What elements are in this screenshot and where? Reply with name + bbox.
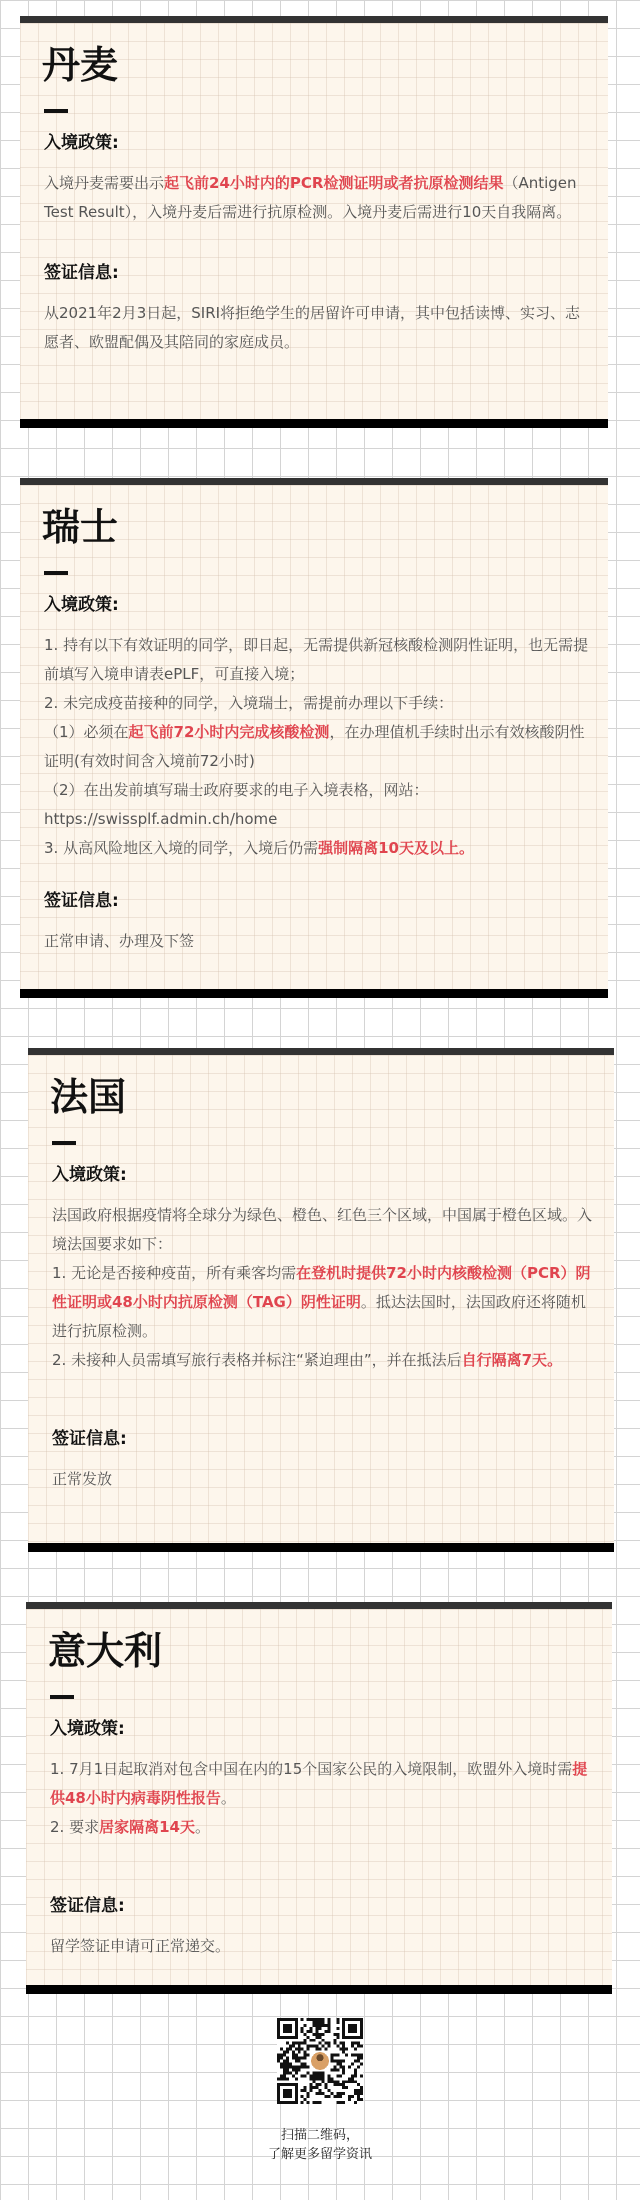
- highlight: 起飞前72小时内完成核酸检测: [128, 723, 330, 741]
- policy-intro: 法国政府根据疫情将全球分为绿色、橙色、红色三个区域，中国属于橙色区域。入境法国要求如下：: [52, 1206, 593, 1253]
- policy-item: （2）在出发前填写瑞士政府要求的电子入境表格，网站：https://swissplf.admin.ch/home: [44, 781, 429, 828]
- policy-text: 入境丹麦需要出示起飞前24小时内的PCR检测证明或者抗原检测结果（Antigen Test Result），入境丹麦后需进行抗原检测。入境丹麦后需进行10天自我隔离。: [44, 174, 577, 221]
- title-dash: [44, 571, 68, 575]
- highlight: 居家隔离14天: [99, 1818, 195, 1836]
- highlight: 提供48小时内病毒阴性报告: [50, 1760, 588, 1807]
- visa-text: 从2021年2月3日起，SIRI将拒绝学生的居留许可申请，其中包括读博、实习、志愿者、欧盟配偶及其陪同的家庭成员。: [44, 304, 581, 351]
- highlight: 自行隔离7天。: [461, 1351, 563, 1369]
- country-card-france: [28, 1048, 614, 1552]
- visa-heading: 签证信息:: [44, 263, 119, 283]
- highlight: 起飞前24小时内的PCR检测证明或者抗原检测结果: [164, 174, 504, 192]
- qr-code-icon[interactable]: [277, 2018, 363, 2104]
- country-title: 丹麦: [42, 43, 119, 87]
- policy-item: 3. 从高风险地区入境的同学，入境后仍需强制隔离10天及以上。: [44, 839, 474, 857]
- country-title: 法国: [50, 1075, 127, 1119]
- visa-heading: 签证信息:: [44, 891, 119, 911]
- policy-text: [44, 631, 590, 863]
- policy-item: 1. 7月1日起取消对包含中国在内的15个国家公民的入境限制，欧盟外入境时需提供48小时内病毒阴性报告。: [50, 1760, 588, 1807]
- policy-item: 1. 持有以下有效证明的同学，即日起，无需提供新冠核酸检测阴性证明，也无需提前填写入境申请表ePLF，可直接入境；: [44, 636, 589, 683]
- country-title: 瑞士: [42, 505, 119, 549]
- country-title: 意大利: [48, 1629, 163, 1673]
- policy-heading: 入境政策:: [50, 1719, 125, 1739]
- title-dash: [52, 1141, 76, 1145]
- policy-item: 2. 要求居家隔离14天。: [50, 1818, 210, 1836]
- visa-text: 留学签证申请可正常递交。: [50, 1937, 231, 1955]
- footer: [0, 2018, 640, 2164]
- policy-item: 2. 未完成疫苗接种的同学，入境瑞士，需提前办理以下手续：: [44, 694, 454, 712]
- policy-text: [50, 1755, 594, 1842]
- policy-item: 1. 无论是否接种疫苗，所有乘客均需在登机时提供72小时内核酸检测（PCR）阴性证明或48小时内抗原检测（TAG）阴性证明。抵达法国时，法国政府还将随机进行抗原检测。: [52, 1264, 591, 1340]
- country-card-denmark: [20, 16, 608, 428]
- title-dash: [44, 109, 68, 113]
- policy-item: （1）必须在起飞前72小时内完成核酸检测，在办理值机手续时出示有效核酸阴性证明(有效时间含入境前72小时): [44, 723, 585, 770]
- country-card-switzerland: [20, 478, 608, 998]
- visa-text: 正常申请、办理及下签: [44, 932, 195, 950]
- highlight: 在登机时提供72小时内核酸检测（PCR）阴性证明或48小时内抗原检测（TAG）阴性证明: [52, 1264, 591, 1311]
- title-dash: [50, 1695, 74, 1699]
- policy-item: 2. 未接种人员需填写旅行表格并标注“紧迫理由”，并在抵法后自行隔离7天。: [52, 1351, 563, 1369]
- highlight: 强制隔离10天及以上。: [318, 839, 474, 857]
- policy-heading: 入境政策:: [44, 133, 119, 153]
- footer-caption: 扫描二维码， 了解更多留学资讯: [267, 2128, 372, 2162]
- policy-text: [52, 1201, 596, 1375]
- policy-heading: 入境政策:: [44, 595, 119, 615]
- country-card-italy: [26, 1602, 612, 1994]
- visa-heading: 签证信息:: [50, 1896, 125, 1916]
- policy-heading: 入境政策:: [52, 1165, 127, 1185]
- visa-heading: 签证信息:: [52, 1429, 127, 1449]
- visa-text: 正常发放: [52, 1470, 113, 1488]
